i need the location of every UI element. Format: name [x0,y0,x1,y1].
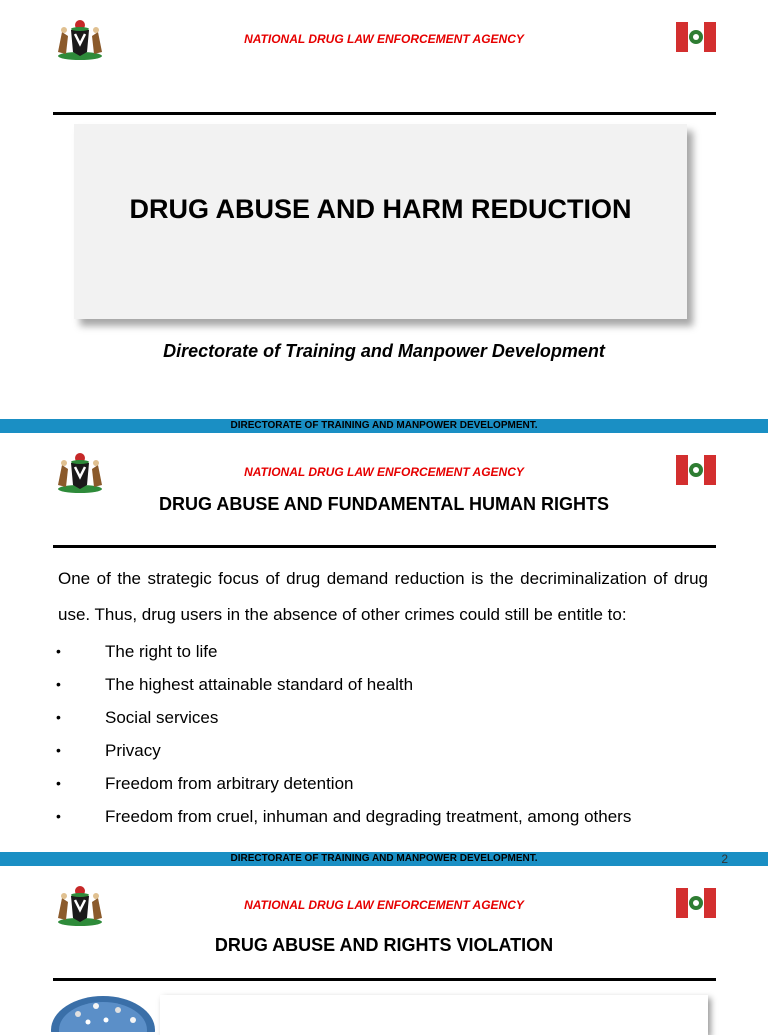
bullet-icon: • [56,676,61,692]
presentation-title: DRUG ABUSE AND HARM REDUCTION [129,194,632,224]
agency-name: NATIONAL DRUG LAW ENFORCEMENT AGENCY [244,32,524,46]
list-item: • Freedom from arbitrary detention [56,767,631,800]
ndlea-emblem-icon [676,888,716,918]
intro-paragraph: One of the strategic focus of drug demand reduction is the decriminalization of drug use. Thus, drug users in the absence of other crimes could still be entitle to: [58,569,708,624]
agency-name: NATIONAL DRUG LAW ENFORCEMENT AGENCY [244,465,524,479]
header-rule [53,112,716,115]
bullet-icon: • [56,808,61,824]
footer-text: DIRECTORATE OF TRAINING AND MANPOWER DEVELOPMENT. [230,853,538,864]
slide-footer [0,419,768,433]
agency-name: NATIONAL DRUG LAW ENFORCEMENT AGENCY [244,898,524,912]
list-item: • Freedom from cruel, inhuman and degrading treatment, among others [56,800,631,833]
bullet-icon: • [56,709,61,725]
list-item: • The highest attainable standard of health [56,668,631,701]
list-item: • Privacy [56,734,631,767]
list-item: • The right to life [56,635,631,668]
footer-text: DIRECTORATE OF TRAINING AND MANPOWER DEVELOPMENT. [230,420,538,431]
list-item: • Social services [56,701,631,734]
page-number: 2 [721,852,728,866]
bullet-icon: • [56,643,61,659]
ndlea-emblem-icon [676,455,716,485]
title-box [74,124,687,319]
rights-list [56,635,631,833]
presentation-subtitle: Directorate of Training and Manpower Development [163,341,605,361]
header-rule [53,978,716,981]
slide-1 [0,0,768,433]
slide-heading: DRUG ABUSE AND FUNDAMENTAL HUMAN RIGHTS [159,494,609,514]
content-panel [160,995,708,1035]
ndlea-emblem-icon [676,22,716,52]
globe-image-icon [48,992,158,1032]
slide-2 [0,433,768,866]
header-rule [53,545,716,548]
bullet-icon: • [56,775,61,791]
slide-heading: DRUG ABUSE AND RIGHTS VIOLATION [214,935,554,955]
slide-footer [0,852,768,866]
bullet-icon: • [56,742,61,758]
